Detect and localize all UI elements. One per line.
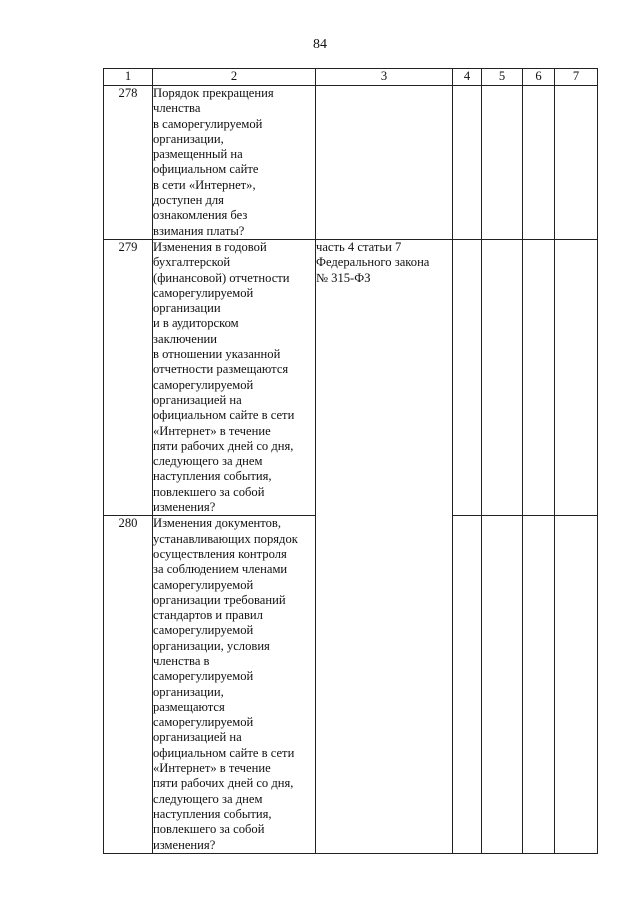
answer-cell-7 bbox=[555, 239, 598, 515]
column-header-4: 4 bbox=[453, 69, 482, 86]
answer-cell-7 bbox=[555, 516, 598, 854]
answer-cell-6 bbox=[523, 86, 555, 240]
header-row bbox=[104, 69, 598, 86]
table-row bbox=[104, 239, 598, 515]
answer-cell-5 bbox=[482, 86, 523, 240]
table-row bbox=[104, 86, 598, 240]
legal-basis-cell bbox=[316, 516, 453, 854]
answer-cell-5 bbox=[482, 516, 523, 854]
answer-cell-6 bbox=[523, 239, 555, 515]
row-number: 278 bbox=[104, 86, 153, 240]
table-row bbox=[104, 516, 598, 854]
answer-cell-4 bbox=[453, 239, 482, 515]
requirement-text: Изменения документов, устанавливающих порядок осуществления контроля за соблюдением членами саморегулируемой организации требований стандартов и правил саморегулируемой организации, условия членства в саморегулируемой организации, размещаются саморегулируемой организацией на официальном сайте в сети «Интернет» в течение пяти рабочих дней со дня, следующего за днем наступления события, повлекшего за собой изменения? bbox=[153, 516, 316, 854]
column-header-3: 3 bbox=[316, 69, 453, 86]
row-number: 280 bbox=[104, 516, 153, 854]
row-number: 279 bbox=[104, 239, 153, 515]
answer-cell-4 bbox=[453, 516, 482, 854]
column-header-5: 5 bbox=[482, 69, 523, 86]
legal-basis-cell: часть 4 статьи 7 Федерального закона № 315-ФЗ bbox=[316, 239, 453, 515]
answer-cell-5 bbox=[482, 239, 523, 515]
answer-cell-6 bbox=[523, 516, 555, 854]
answer-cell-7 bbox=[555, 86, 598, 240]
column-header-7: 7 bbox=[555, 69, 598, 86]
column-header-2: 2 bbox=[153, 69, 316, 86]
column-header-6: 6 bbox=[523, 69, 555, 86]
column-header-1: 1 bbox=[104, 69, 153, 86]
requirements-table bbox=[103, 68, 598, 854]
requirement-text: Порядок прекращения членства в саморегулируемой организации, размещенный на официальном сайте в сети «Интернет», доступен для ознакомления без взимания платы? bbox=[153, 86, 316, 240]
legal-basis-cell bbox=[316, 86, 453, 240]
answer-cell-4 bbox=[453, 86, 482, 240]
page-number: 84 bbox=[313, 37, 327, 52]
requirement-text: Изменения в годовой бухгалтерской (финансовой) отчетности саморегулируемой организации и в аудиторском заключении в отношении указанной отчетности размещаются саморегулируемой организацией на официальном сайте в сети «Интернет» в течение пяти рабочих дней со дня, следующего за днем наступления события, повлекшего за собой изменения? bbox=[153, 239, 316, 515]
